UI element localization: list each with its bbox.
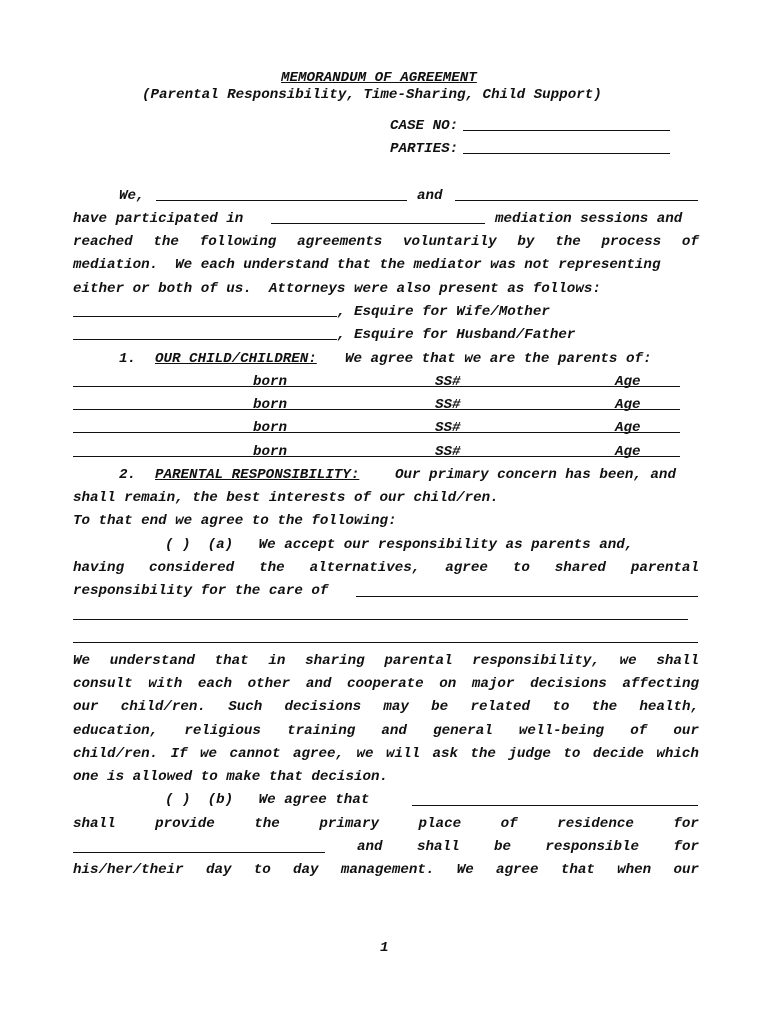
age-label: Age xyxy=(615,420,641,436)
party-two-name-field[interactable] xyxy=(455,200,698,201)
child-name-field[interactable] xyxy=(73,386,237,387)
born-label: born xyxy=(253,374,288,390)
parties-label: PARTIES: xyxy=(390,141,459,157)
section2-line2: shall remain, the best interests of our child/ren. xyxy=(73,490,499,506)
wife-attorney-field[interactable] xyxy=(73,316,337,317)
option-b-line4: his/her/their day to day management. We agree that when our xyxy=(73,862,699,878)
option-b-line2: shall provide the primary place of residence for xyxy=(73,816,699,832)
residence-child-field[interactable] xyxy=(73,852,325,853)
paragraph-line: consult with each other and cooperate on major decisions affecting xyxy=(73,676,699,692)
primary-residence-parent-field[interactable] xyxy=(412,805,698,806)
esquire-wife-label: , Esquire for Wife/Mother xyxy=(337,304,550,320)
page-number: 1 xyxy=(380,940,389,956)
shared-care-field-line3[interactable] xyxy=(73,642,698,643)
option-b-line1: ( ) (b) We agree that xyxy=(165,792,370,808)
paragraph-line: We understand that in sharing parental responsibility, we shall xyxy=(73,653,699,669)
mediation-sessions-field[interactable] xyxy=(271,223,485,224)
section2-text: Our primary concern has been, and xyxy=(395,467,676,483)
case-no-field[interactable] xyxy=(463,130,670,131)
intro-and: and xyxy=(417,188,443,204)
party-one-name-field[interactable] xyxy=(156,200,407,201)
paragraph-line: education, religious training and general well-being of our xyxy=(73,723,699,739)
age-label: Age xyxy=(615,397,641,413)
section2-heading: PARENTAL RESPONSIBILITY: xyxy=(155,467,360,483)
section2-number: 2. xyxy=(119,467,137,483)
born-label: born xyxy=(253,420,288,436)
paragraph-last-line: one is allowed to make that decision. xyxy=(73,769,389,785)
intro-line2-start: have participated in xyxy=(73,211,244,227)
intro-line3: reached the following agreements voluntarily by the process of xyxy=(73,234,699,250)
ss-label: SS# xyxy=(435,420,461,436)
ss-label: SS# xyxy=(435,444,461,460)
intro-line5: either or both of us. Attorneys were also present as follows: xyxy=(73,281,601,297)
child-details-field[interactable] xyxy=(73,456,680,457)
age-label: Age xyxy=(615,374,641,390)
option-a-line2: having considered the alternatives, agree to shared parental xyxy=(73,560,699,576)
intro-line2-end: mediation sessions and xyxy=(495,211,683,227)
ss-label: SS# xyxy=(435,397,461,413)
parties-field[interactable] xyxy=(463,153,670,154)
case-no-label: CASE NO: xyxy=(390,118,459,134)
intro-line4: mediation. We each understand that the mediator was not representing xyxy=(73,257,661,273)
husband-attorney-field[interactable] xyxy=(73,339,337,340)
born-label: born xyxy=(253,444,288,460)
document-subtitle: (Parental Responsibility, Time-Sharing, Child Support) xyxy=(142,87,602,103)
section1-heading: OUR CHILD/CHILDREN: xyxy=(155,351,317,367)
born-label: born xyxy=(253,397,288,413)
document-title: MEMORANDUM OF AGREEMENT xyxy=(281,70,477,86)
section1-text: We agree that we are the parents of: xyxy=(345,351,652,367)
intro-we: We, xyxy=(119,188,145,204)
age-label: Age xyxy=(615,444,641,460)
esquire-husband-label: , Esquire for Husband/Father xyxy=(337,327,576,343)
section1-number: 1. xyxy=(119,351,137,367)
child-details-field[interactable] xyxy=(73,432,680,433)
section2-line3: To that end we agree to the following: xyxy=(73,513,397,529)
child-details-field[interactable] xyxy=(73,409,680,410)
paragraph-line: child/ren. If we cannot agree, we will ask the judge to decide which xyxy=(73,746,699,762)
option-b-line3: and shall be responsible for xyxy=(357,839,699,855)
option-a-line3: responsibility for the care of xyxy=(73,583,329,599)
shared-care-field[interactable] xyxy=(356,596,698,597)
paragraph-line: our child/ren. Such decisions may be related to the health, xyxy=(73,699,699,715)
option-a-line1: ( ) (a) We accept our responsibility as parents and, xyxy=(165,537,634,553)
shared-care-field-line2[interactable] xyxy=(73,619,688,620)
ss-label: SS# xyxy=(435,374,461,390)
